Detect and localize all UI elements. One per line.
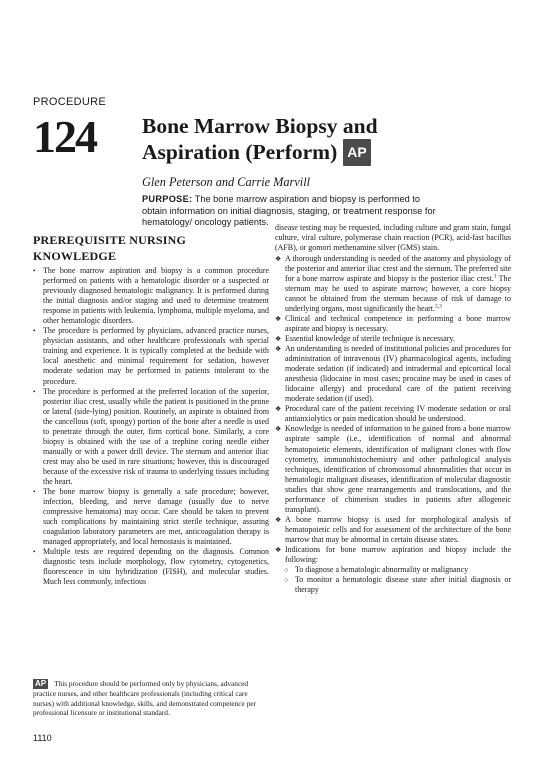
purpose-text: The bone marrow aspiration and biopsy is performed to obtain information on initial diagnosis, staging, or treatment response for hematology/ oncology patients. bbox=[142, 194, 436, 227]
list-item: ❖ Indications for bone marrow aspiration and biopsy include the following: bbox=[275, 545, 511, 565]
list-item: • The bone marrow aspiration and biopsy is a common procedure performed on patients with a hematologic disorder or a suspected or previously diagnosed hematologic malignancy. It is performed during the initial diagnosis and/or staging and used to determine treatment response in patients with leukemia, lymphoma, multiple myeloma, and other hematologic disorders. bbox=[33, 266, 269, 326]
diamond-bullet-icon: ❖ bbox=[275, 345, 282, 354]
purpose-label: PURPOSE: bbox=[142, 194, 193, 204]
diamond-bullet-icon: ❖ bbox=[275, 515, 282, 524]
footnote-ap-badge: AP bbox=[35, 679, 47, 688]
diamond-bullet-icon: ❖ bbox=[275, 335, 282, 344]
bullet-icon: • bbox=[33, 327, 36, 336]
list-item: ❖ A thorough understanding is needed of the anatomy and physiology of the posterior and anterior iliac crest and the sternum. The preferred site for a bone marrow aspirate and biopsy is the posterior iliac crest.$^1$ The sternum may be used to aspirate marrow; however, a core biopsy cannot be obtained from the sternum because of risk of damage to underlying organs, most significantly the heart.$^{2,3}$ bbox=[275, 253, 511, 313]
procedure-label: PROCEDURE bbox=[33, 96, 106, 108]
diamond-bullet-icon: ❖ bbox=[275, 546, 282, 554]
list-item: ❖ Essential knowledge of sterile technique is necessary. bbox=[275, 334, 455, 344]
list-item: • The procedure is performed at the preferred location of the superior, posterior iliac crest, usually while the patient is positioned in the prone or lateral (side-lying) position. Routinely, an aspirate is obtained from the cancellous (soft, spongy) portion of the bone after a needle is used to penetrate through the outer, firm cortical bone. Similarly, a core biopsy is obtained with the use of a trephine coring needle either manually or with a power drill device. The sternum and anterior iliac crest may also be used in rare situations; however, this is discouraged because of the excessive risk of trauma to underlying tissues including the heart. bbox=[33, 386, 269, 486]
list-item: ❖ An understanding is needed of institutional policies and procedures for administration of intravenous (IV) pharmacological agents, including moderate sedation (if indicated) and intradermal and epicortical local anesthesia (lidocaine in most cases; procaine may be used in cases of lidocaine allergy) and procedural care of the patient receiving moderate sedation (if used). bbox=[275, 344, 511, 404]
page-number: 1110 bbox=[33, 733, 52, 743]
bullet-icon: • bbox=[33, 488, 36, 497]
list-item: • Multiple tests are required depending on the diagnosis. Common diagnostic tests include morphology, flow cytometry, cytogenetics, fluorescence in situ hybridization (FISH), and molecular studies. Much less commonly, infectious bbox=[33, 547, 269, 587]
title-text: Bone Marrow Biopsy and Aspiration (Perform) bbox=[142, 114, 378, 164]
section-heading: PREREQUISITE NURSING KNOWLEDGE bbox=[33, 233, 187, 263]
list-item: ❖ A bone marrow biopsy is used for morphological analysis of hematopoietic cells and for assessment of the architecture of the bone marrow that may be abnormal in certain disease states. bbox=[275, 514, 511, 544]
diamond-bullet-icon: ❖ bbox=[275, 314, 282, 323]
sub-list-item: ○ To monitor a hematologic disease state after initial diagnosis or therapy bbox=[284, 575, 511, 595]
bullet-icon: • bbox=[33, 387, 36, 396]
list-item: • The bone marrow biopsy is generally a safe procedure; however, infection, bleeding, and nerve damage (usually due to nerve compressive hematoma) may occur. Care should be taken to prevent such complications by maintaining strict sterile technique, assuring coagulation laboratory parameters are met, anticoagulation therapy is managed appropriately, and local hemostasis is maintained. bbox=[33, 487, 269, 547]
list-item: • The procedure is performed by physicians, advanced practice nurses, physician assistants, and other healthcare professionals with special training and experience. It is typically completed at the bedside with local anesthetic and minimal requirement for sedation, however moderate sedation may be performed in patients intolerant to the procedure. bbox=[33, 326, 269, 386]
page-title bbox=[142, 114, 432, 166]
list-item: ❖ Knowledge is needed of information to be gained from a bone marrow aspirate sample (i.e., identification of normal and abnormal hematopoietic elements, identification of malignant clones with flow cytometry, immunohistochemistry and other pathological analysis techniques, identification of chromosomal abnormalities that occur in hematologic malignant diseases, identification of molecular diagnostic studies that show gene rearrangements and translocations, and the performance of chimerism studies in patients after allogeneic transplant). bbox=[275, 424, 511, 514]
bullet-icon: • bbox=[33, 548, 36, 557]
diamond-bullet-icon: ❖ bbox=[275, 405, 282, 414]
diamond-bullet-icon: ❖ bbox=[275, 254, 282, 263]
footnote-text: This procedure should be performed only by physicians, advanced practice nurses, and other healthcare professionals (including critical care nurses) with additional knowledge, skills, and demonstrated competence per professional licensure or institutional standard. bbox=[33, 679, 256, 718]
circle-bullet-icon: ○ bbox=[284, 566, 289, 575]
left-column bbox=[33, 266, 269, 588]
sub-list-item: ○ To diagnose a hematologic abnormality or malignancy bbox=[284, 565, 469, 575]
ap-badge: AP bbox=[343, 139, 370, 166]
bullet-icon: • bbox=[33, 267, 36, 275]
footnote bbox=[33, 679, 269, 718]
continuation-text: disease testing may be requested, including culture and gram stain, fungal culture, viral culture, polymerase chain reaction (PCR), acid-fast bacillus (AFB), or gomori methenamine silver (GMS) stain. bbox=[275, 223, 511, 253]
list-item: ❖ Clinical and technical competence in performing a bone marrow aspirate and biopsy is necessary. bbox=[275, 313, 511, 333]
list-item: ❖ Procedural care of the patient receiving IV moderate sedation or oral antianxiolytics or pain medication should be understood. bbox=[275, 404, 511, 424]
authors: Glen Peterson and Carrie Marvill bbox=[142, 175, 311, 189]
circle-bullet-icon: ○ bbox=[284, 576, 289, 585]
diamond-bullet-icon: ❖ bbox=[275, 425, 282, 434]
procedure-number: 124 bbox=[33, 111, 96, 162]
right-column bbox=[275, 223, 511, 595]
